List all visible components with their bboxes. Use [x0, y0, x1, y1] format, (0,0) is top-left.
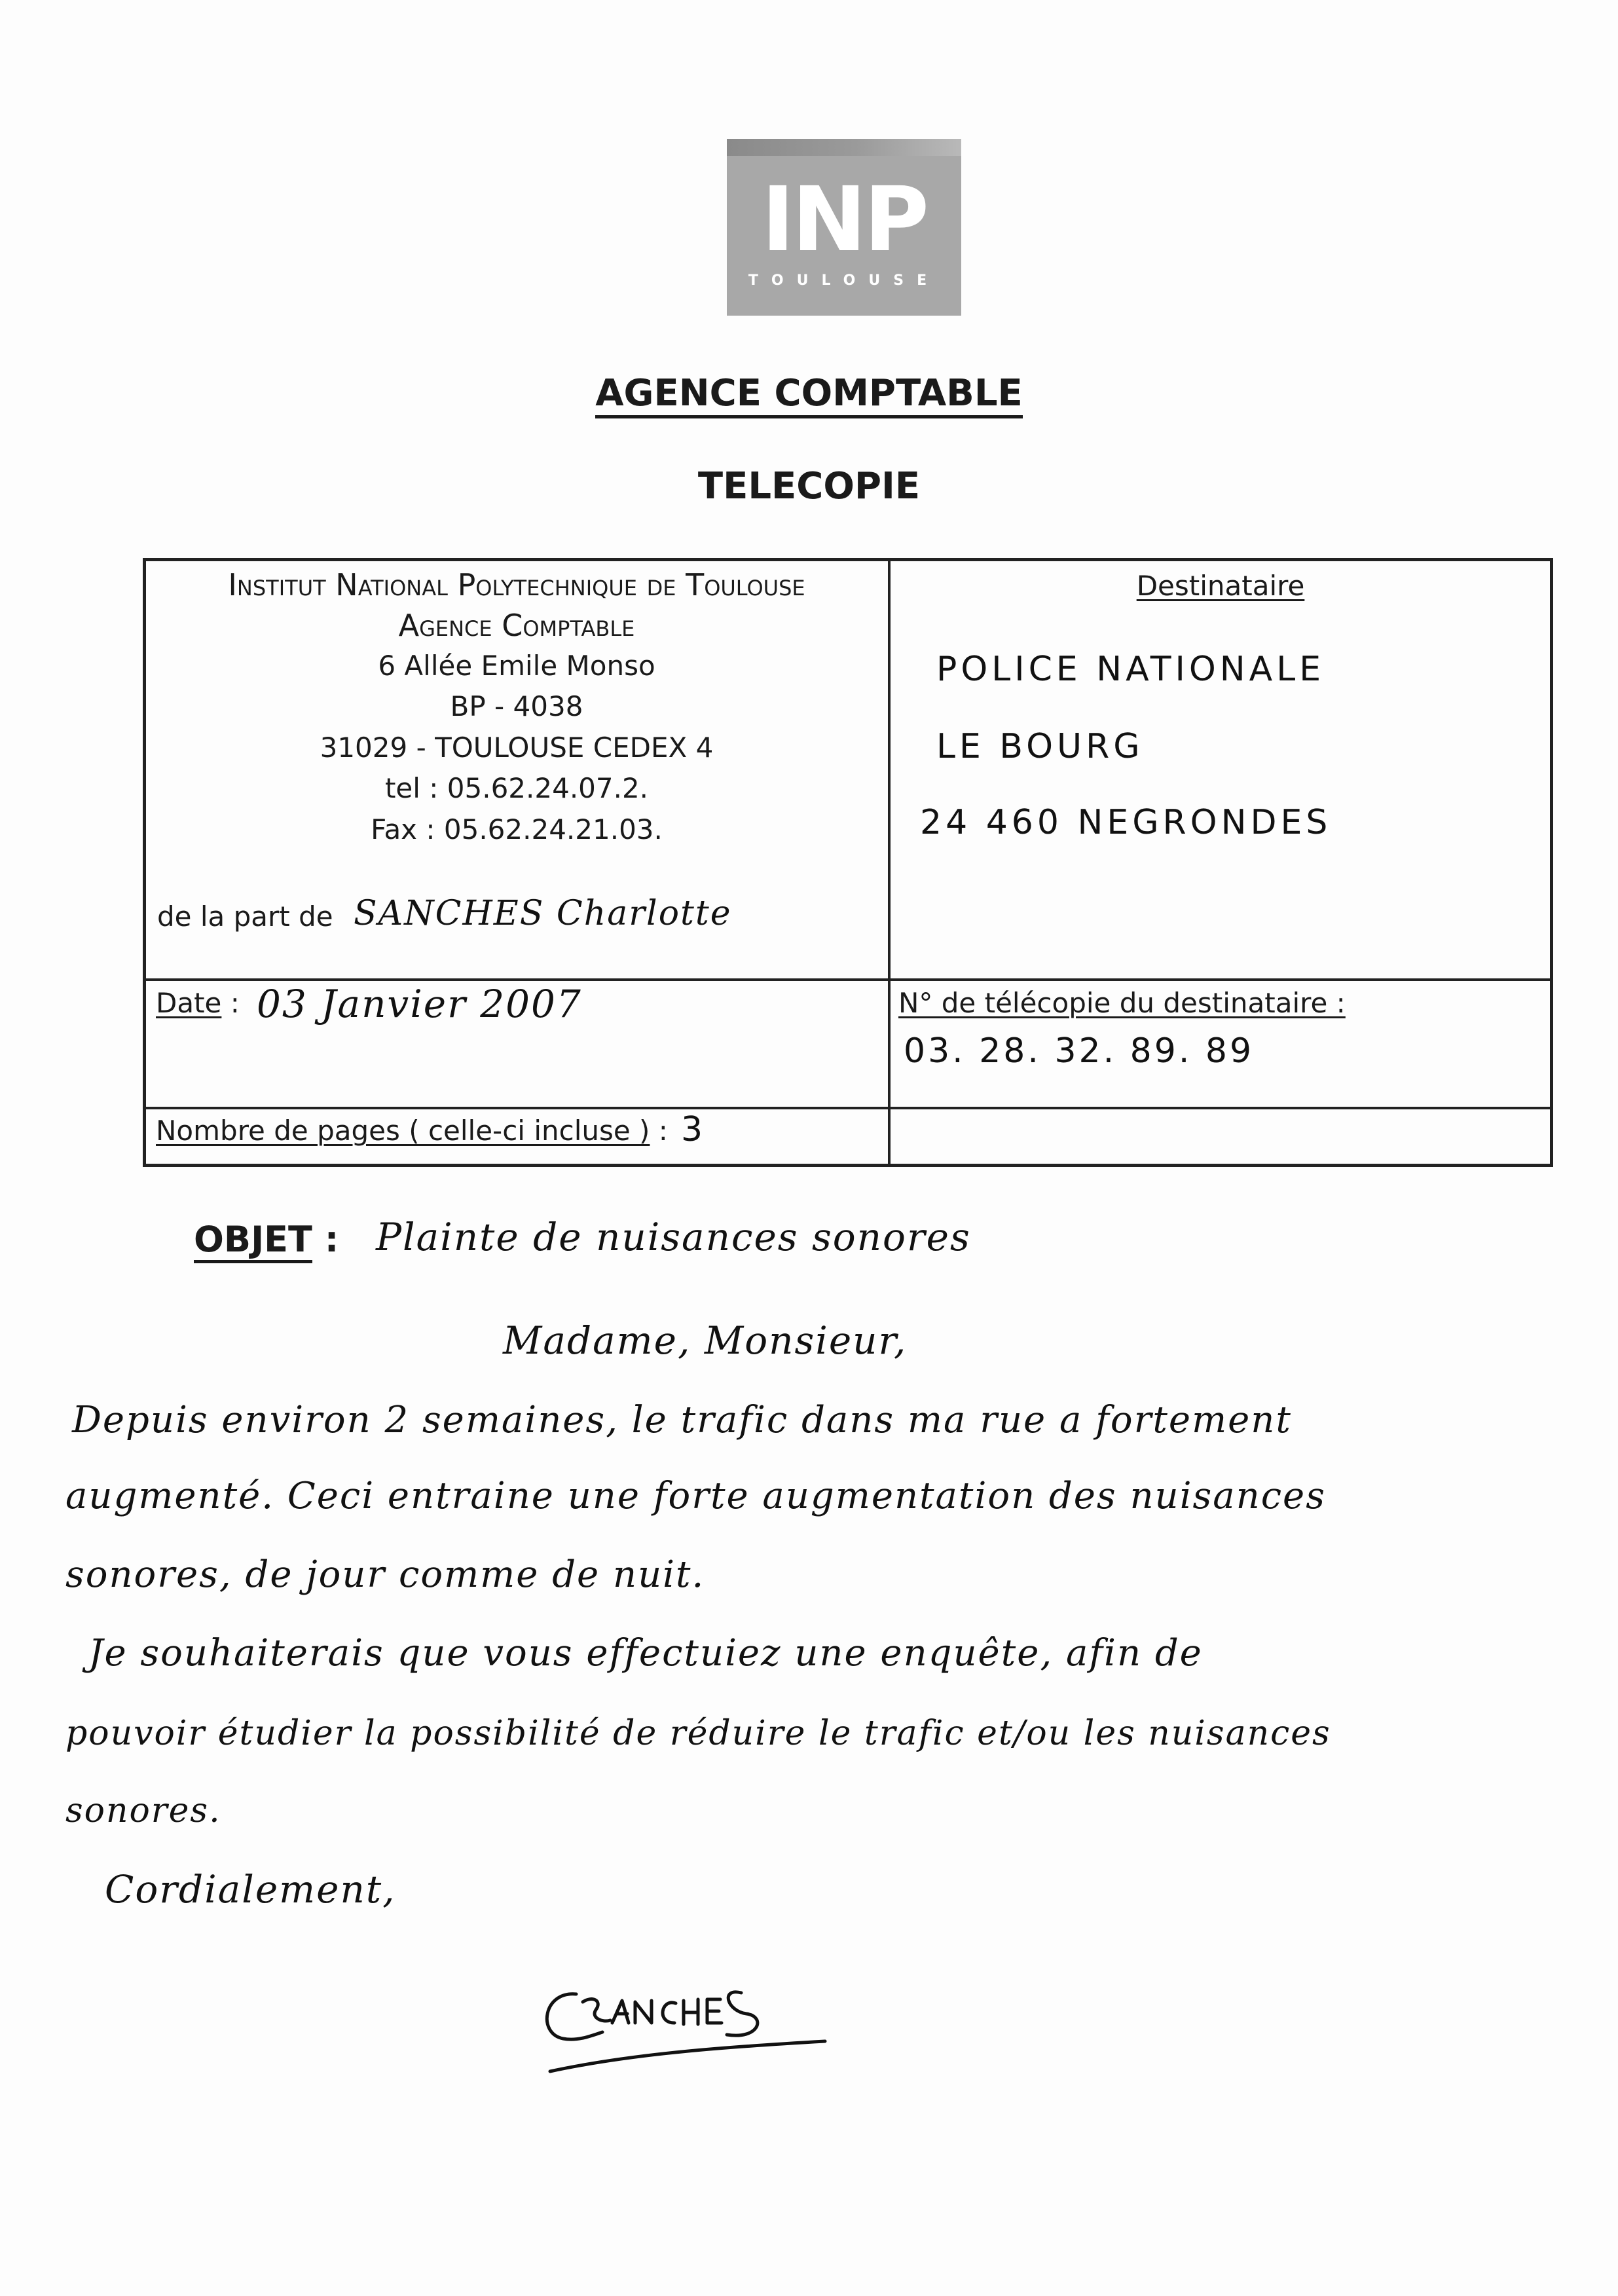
- body-line: pouvoir étudier la possibilité de réduire le trafic et/ou les nuisances: [65, 1714, 1331, 1753]
- salutation: Madame, Monsieur,: [503, 1318, 908, 1363]
- logo-city: TOULOUSE: [748, 272, 940, 289]
- table-column-divider: [888, 558, 891, 1167]
- pages-label: Nombre de pages ( celle-ci incluse ) :: [156, 1115, 668, 1147]
- sender-institution: Institut National Polytechnique de Toulouse: [228, 567, 805, 602]
- date-value: 03 Janvier 2007: [257, 982, 582, 1026]
- objet-label: OBJET :: [194, 1217, 339, 1263]
- sender-phone: tel : 05.62.24.07.2.: [384, 772, 649, 804]
- logo-top-band: [727, 139, 961, 156]
- recipient-name: POLICE NATIONALE: [936, 650, 1325, 689]
- body-line: sonores.: [65, 1791, 221, 1830]
- document-type-heading: TELECOPIE: [697, 465, 921, 508]
- body-line: sonores, de jour comme de nuit.: [65, 1553, 705, 1596]
- sender-street: 6 Allée Emile Monso: [378, 650, 655, 682]
- fax-number-value: 03. 28. 32. 89. 89: [904, 1031, 1255, 1071]
- sender-department: Agence Comptable: [398, 608, 635, 643]
- date-label: Date :: [156, 987, 240, 1019]
- pages-value: 3: [681, 1110, 707, 1149]
- sender-po-box: BP - 4038: [450, 690, 583, 722]
- sender-fax: Fax : 05.62.24.21.03.: [371, 813, 663, 845]
- objet-value: Plainte de nuisances sonores: [376, 1215, 971, 1259]
- body-line: augmenté. Ceci entraine une forte augmentation des nuisances: [65, 1475, 1326, 1517]
- from-name: SANCHES Charlotte: [354, 894, 732, 933]
- recipient-street: LE BOURG: [936, 727, 1144, 766]
- body-line: Depuis environ 2 semaines, le trafic dans ma rue a fortement: [72, 1399, 1292, 1441]
- recipient-label: Destinataire: [1136, 570, 1305, 602]
- closing: Cordialement,: [105, 1867, 396, 1912]
- sender-city: 31029 - TOULOUSE CEDEX 4: [320, 731, 714, 764]
- logo-name: INP: [761, 168, 927, 272]
- body-line: Je souhaiterais que vous effectuiez une enquête, afin de: [88, 1632, 1203, 1675]
- from-label: de la part de: [157, 900, 333, 933]
- recipient-city: 24 460 NEGRONDES: [920, 803, 1332, 842]
- inp-toulouse-logo: [727, 139, 961, 316]
- signature: [530, 1955, 845, 2079]
- table-row-divider: [143, 1107, 1553, 1109]
- fax-number-label: N° de télécopie du destinataire :: [898, 987, 1346, 1019]
- agency-heading: AGENCE COMPTABLE: [0, 372, 1618, 418]
